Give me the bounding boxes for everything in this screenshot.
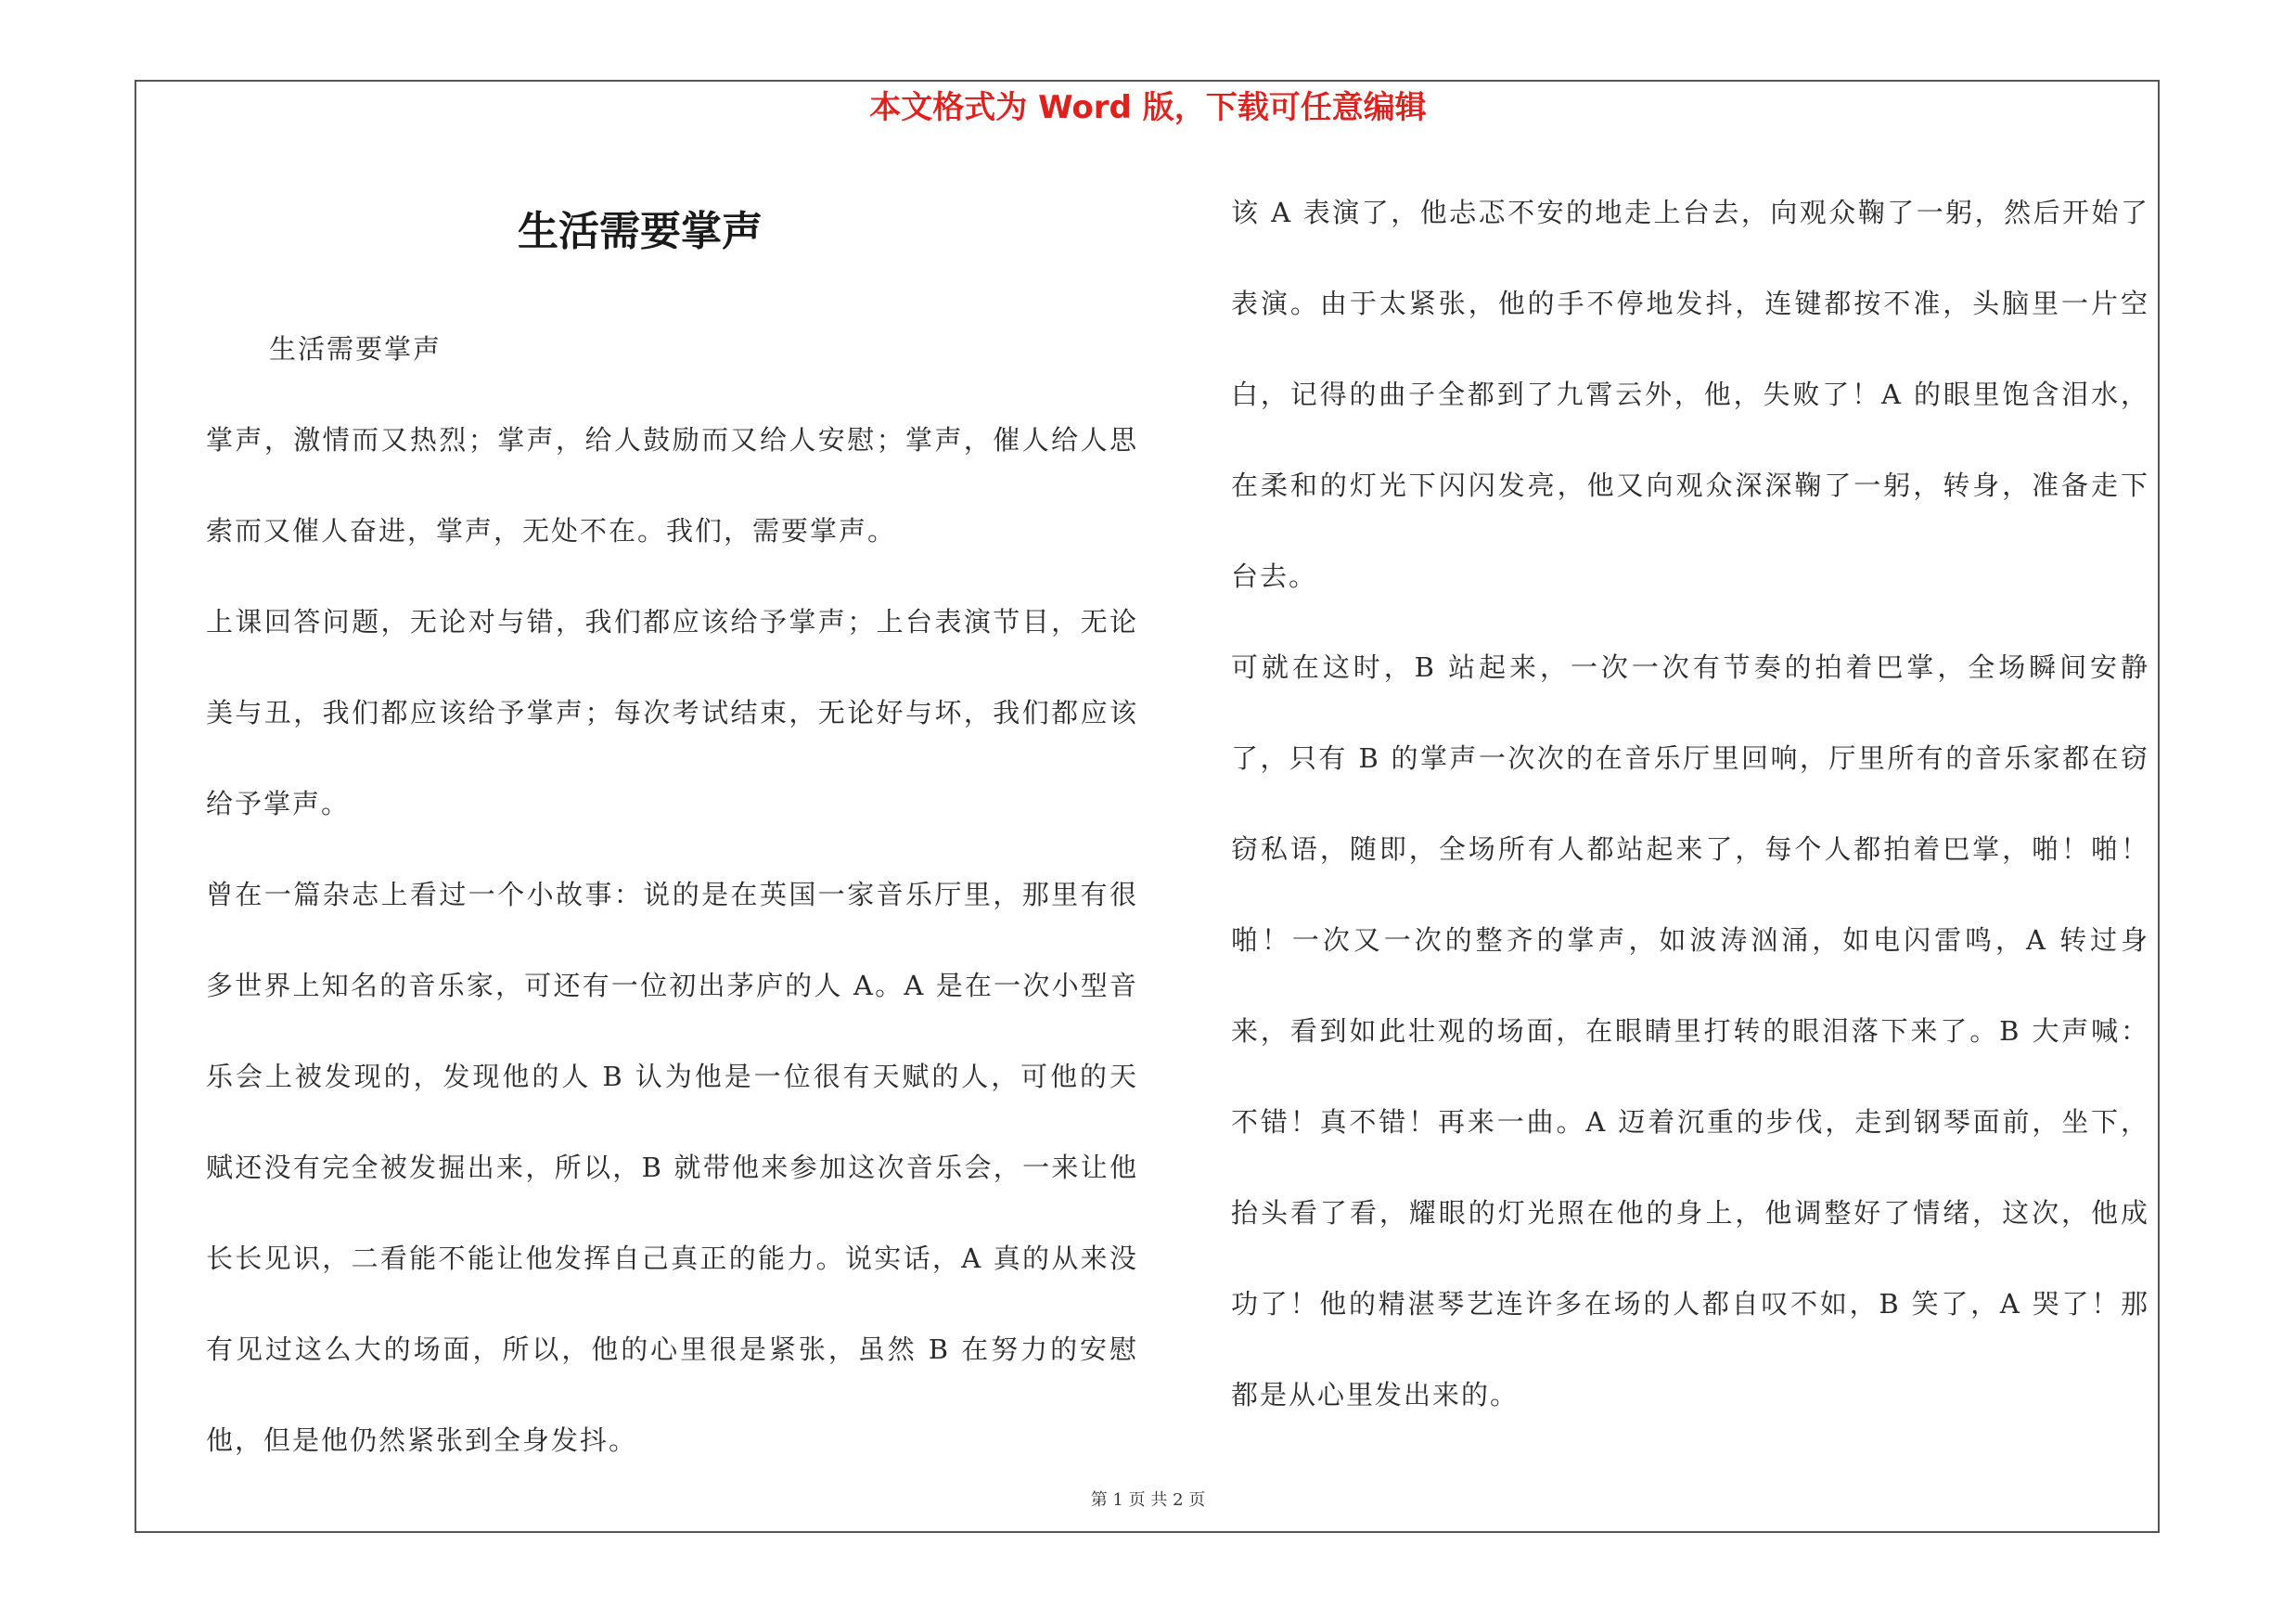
paragraph: 掌声，激情而又热烈；掌声，给人鼓励而又给人安慰；掌声，催人给人思索而又催人奋进，掌声，无处不在。我们，需要掌声。 — [206, 424, 1138, 547]
subtitle-line: 生活需要掌声 — [269, 333, 443, 365]
document-title: 生活需要掌声 — [518, 208, 763, 255]
editable-format-banner: 本文格式为 Word 版，下载可任意编辑 — [869, 89, 1427, 126]
right-column — [1231, 167, 2149, 1440]
paragraph: 该 A 表演了，他忐忑不安的地走上台去，向观众鞠了一躬，然后开始了表演。由于太紧张，他的手不停地发抖，连键都按不准，头脑里一片空白，记得的曲子全都到了九霄云外，他，失败了！A 的眼里饱含泪水，在柔和的灯光下闪闪发亮，他又向观众深深鞠了一躬，转身，准备走下台去。 — [1231, 197, 2149, 592]
paragraph: 可就在这时，B 站起来，一次一次有节奏的拍着巴掌，全场瞬间安静了，只有 B 的掌声一次次的在音乐厅里回响，厅里所有的音乐家都在窃窃私语，随即，全场所有人都站起来了，每个人都拍着巴掌，啪！啪！啪！一次又一次的整齐的掌声，如波涛汹涌，如电闪雷鸣，A 转过身来，看到如此壮观的场面，在眼睛里打转的眼泪落下来了。B 大声喊：不错！真不错！再来一曲。A 迈着沉重的步伐，走到钢琴面前，坐下，抬头看了看，耀眼的灯光照在他的身上，他调整好了情绪，这次，他成功了！他的精湛琴艺连许多在场的人都自叹不如，B 笑了，A 哭了！那都是从心里发出来的。 — [1231, 651, 2149, 1410]
page-number-footer: 第 1 页 共 2 页 — [1090, 1490, 1206, 1510]
paragraph: 上课回答问题，无论对与错，我们都应该给予掌声；上台表演节目，无论美与丑，我们都应该给予掌声；每次考试结束，无论好与坏，我们都应该给予掌声。 — [206, 606, 1138, 819]
left-column — [206, 303, 1138, 1486]
paragraph: 曾在一篇杂志上看过一个小故事：说的是在英国一家音乐厅里，那里有很多世界上知名的音乐家，可还有一位初出茅庐的人 A。A 是在一次小型音乐会上被发现的，发现他的人 B 认为他是一位很有天赋的人，可他的天赋还没有完全被发掘出来，所以，B 就带他来参加这次音乐会，一来让他长长见识，二看能不能让他发挥自己真正的能力。说实话，A 真的从来没有见过这么大的场面，所以，他的心里很是紧张，虽然 B 在努力的安慰他，但是他仍然紧张到全身发抖。 — [206, 879, 1138, 1456]
